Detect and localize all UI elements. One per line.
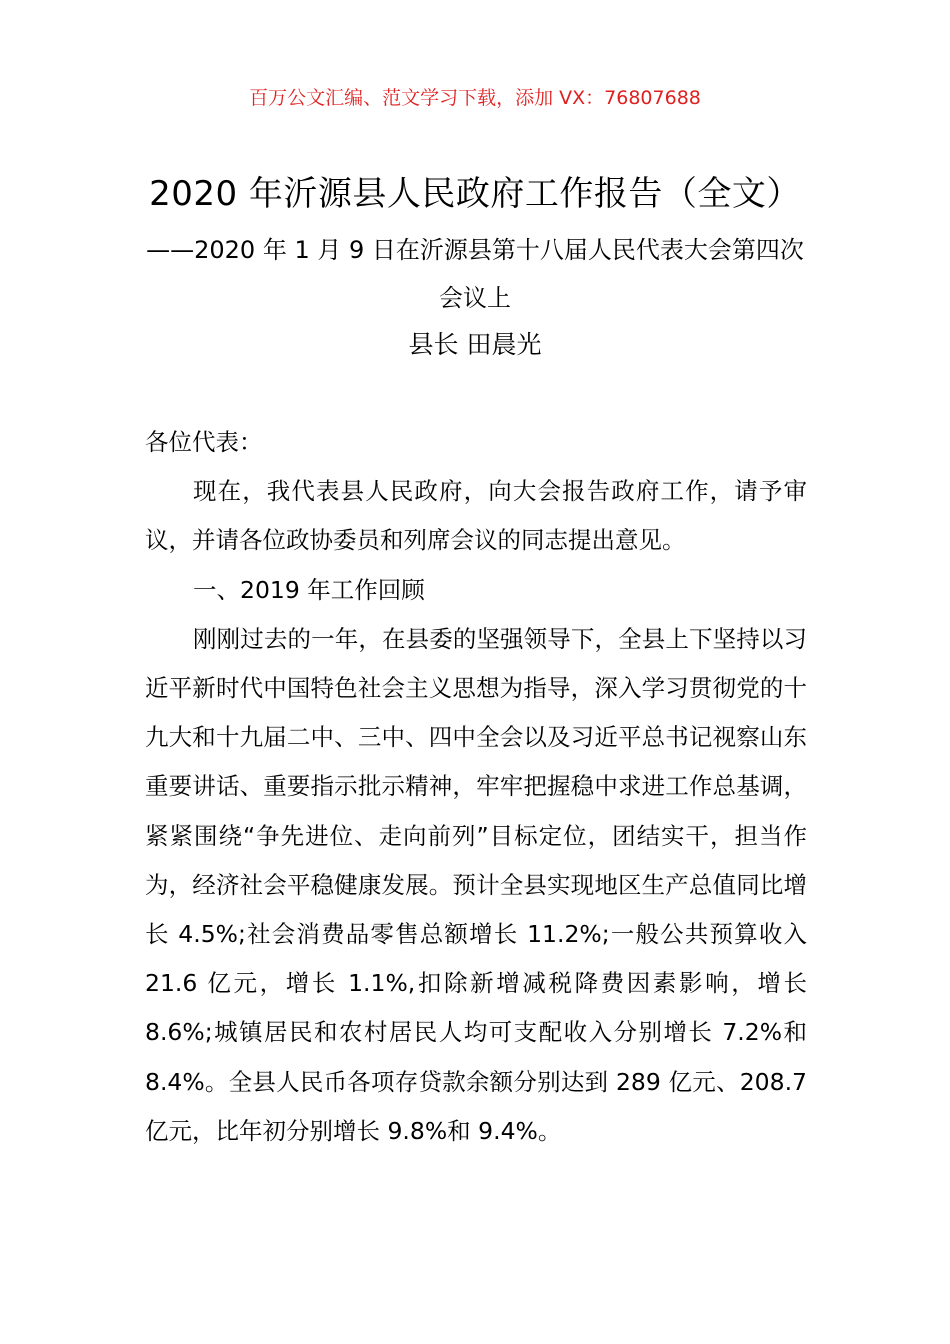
document-title: 2020 年沂源县人民政府工作报告（全文） bbox=[149, 174, 801, 214]
document-body bbox=[145, 418, 807, 1156]
paragraph-review: 刚刚过去的一年，在县委的坚强领导下，全县上下坚持以习近平新时代中国特色社会主义思想为指导，深入学习贯彻党的十九大和十九届二中、三中、四中全会以及习近平总书记视察山东重要讲话、重要指示批示精神，牢牢把握稳中求进工作总基调，紧紧围绕“争先进位、走向前列”目标定位，团结实干，担当作为，经济社会平稳健康发展。预计全县实现地区生产总值同比增长 4.5%;社会消费品零售总额增长 11.2%;一般公共预算收入 21.6 亿元，增长 1.1%,扣除新增减税降费因素影响，增长 8.6%;城镇居民和农村居民人均可支配收入分别增长 7.2%和 8.4%。全县人民币各项存贷款余额分别达到 289 亿元、208.7 亿元，比年初分别增长 9.8%和 9.4%。 bbox=[145, 624, 807, 1145]
section-heading: 一、2019 年工作回顾 bbox=[193, 575, 425, 604]
salutation: 各位代表： bbox=[145, 428, 263, 456]
subtitle-line-1: ——2020 年 1 月 9 日在沂源县第十八届人民代表大会第四次 bbox=[146, 236, 804, 264]
document-author: 县长 田晨光 bbox=[408, 330, 542, 359]
paragraph-intro: 现在，我代表县人民政府，向大会报告政府工作，请予审议，并请各位政协委员和列席会议的同志提出意见。 bbox=[145, 477, 807, 555]
document-subtitle bbox=[145, 226, 805, 322]
watermark-banner: 百万公文汇编、范文学习下载，添加 VX：76807688 bbox=[249, 87, 701, 109]
subtitle-line-2: 会议上 bbox=[439, 284, 511, 312]
